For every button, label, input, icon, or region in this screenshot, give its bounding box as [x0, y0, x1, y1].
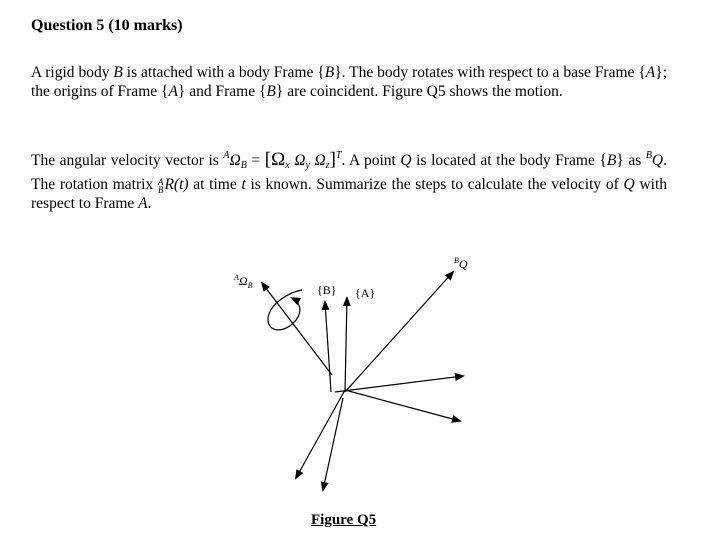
- rotation-matrix-frame-indices: A B: [157, 177, 164, 195]
- frame-a-axis-up: [345, 298, 347, 392]
- frame-b-axis-right: [335, 376, 463, 392]
- rotation-curl-arrow: [268, 290, 302, 330]
- paragraph-task: The angular velocity vector is $^A\Omega_B = [\Omega_x$ $\Omega_y$ $\Omega_z]^T$. A point Q is located at the body Frame {B} as $^B$Q. The rotation matrix A BR(t) at time t is known. Summarize the steps to calculate the velocity of Q with respect to Frame A.: [31, 149, 667, 212]
- label-angular-velocity: $^A\Omega_B$: [234, 273, 253, 290]
- paragraph-motion-description: A rigid body B is attached with a body Frame {B}. The body rotates with respect to a base Frame {A}; the origins of Frame {A} and Frame {B} are coincident. Figure Q5 shows the motion.: [31, 64, 667, 100]
- label-frame-a: {A}: [355, 286, 376, 300]
- figure-caption: Figure Q5: [311, 512, 377, 528]
- frame-a-axis-down: [296, 390, 345, 478]
- question-heading: Question 5 (10 marks): [31, 17, 183, 34]
- label-point-q: $^B$Q: [454, 256, 468, 271]
- frame-a-axis-right: [345, 390, 460, 421]
- frame-b-axis-up: [325, 302, 331, 392]
- label-frame-b: {B}: [317, 283, 337, 297]
